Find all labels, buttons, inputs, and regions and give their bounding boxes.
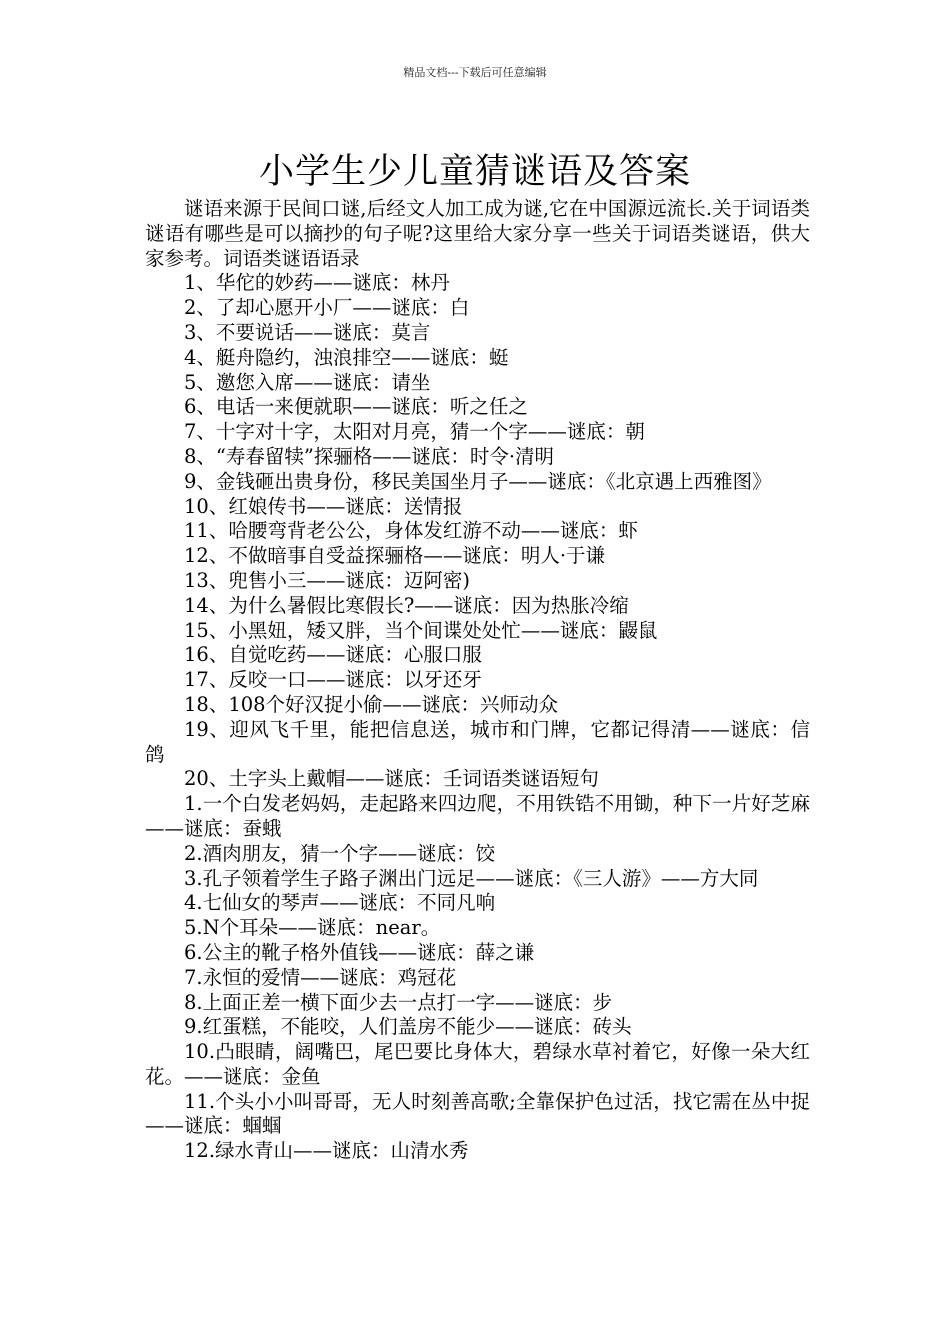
riddle-line: 10.凸眼睛，阔嘴巴，尾巴要比身体大，碧绿水草衬着它，好像一朵大红花。——谜底：金鱼: [145, 1040, 810, 1088]
riddle-line: 6、电话一来便就职——谜底：听之任之: [184, 395, 528, 419]
riddle-line: 20、土字头上戴帽——谜底：壬词语类谜语短句: [184, 767, 599, 791]
riddle-line: 2、了却心愿开小厂——谜底：白: [184, 296, 470, 320]
riddle-line: 1、华佗的妙药——谜底：林丹: [184, 271, 450, 295]
riddle-line: 7、十字对十字，太阳对月亮，猜一个字——谜底：朝: [184, 420, 645, 444]
riddle-line: 17、反咬一口——谜底：以牙还牙: [184, 668, 482, 692]
riddle-line: 19、迎风飞千里，能把信息送，城市和门牌，它都记得清——谜底：信鸽: [145, 717, 810, 766]
riddle-line: 13、兜售小三——谜底：迈阿密): [184, 568, 470, 592]
document-title: 小学生少儿童猜谜语及答案: [258, 152, 691, 193]
riddle-line: 3、不要说话——谜底：莫言: [184, 320, 431, 344]
riddle-line: 1.一个白发老妈妈，走起路来四边爬，不用铁锆不用锄，种下一片好芝麻——谜底：蚕蛾: [145, 792, 810, 840]
riddle-line: 10、红娘传书——谜底：送情报: [184, 494, 463, 518]
riddle-line: 14、为什么暑假比寒假长?——谜底：因为热胀冷缩: [184, 593, 629, 617]
riddle-line: 18、108个好汉捉小偷——谜底：兴师动众: [184, 692, 559, 716]
intro-paragraph: 谜语来源于民间口谜,后经文人加工成为谜,它在中国源远流长.关于词语类谜语有哪些是可以摘抄的句子呢?这里给大家分享一些关于词语类谜语，供大家参考。词语类谜语语录: [145, 197, 810, 270]
riddle-line: 5.N个耳朵——谜底：near。: [184, 916, 441, 940]
riddle-line: 4.七仙女的琴声——谜底：不同凡响: [184, 891, 496, 915]
riddle-line: 8.上面正差一横下面少去一点打一字——谜底：步: [184, 990, 613, 1014]
riddle-line: 4、艇舟隐约，浊浪排空——谜底：蜓: [184, 345, 509, 369]
riddle-line: 5、邀您入席——谜底：请坐: [184, 370, 431, 394]
riddle-line: 16、自觉吃药——谜底：心服口服: [184, 643, 482, 667]
riddle-line: 11.个头小小叫哥哥，无人时刻善高歌;全靠保护色过活，找它需在丛中捉——谜底：蝈蝈: [145, 1089, 810, 1138]
riddle-line: 6.公主的靴子格外值钱——谜底：薛之谦: [184, 940, 535, 964]
riddle-line: 8、“寿春留犊”探骊格——谜底：时令·清明: [184, 444, 555, 468]
header-note: 精品文档---下载后可任意编辑: [403, 66, 547, 79]
riddle-line: 3.孔子领着学生子路子渊出门远足——谜底：《三人游》——方大同: [184, 866, 759, 890]
riddle-line: 9.红蛋糕，不能咬，人们盖房不能少——谜底：砖头: [184, 1015, 632, 1039]
riddle-line: 9、金钱砸出贵身份，移民美国坐月子——谜底：《北京遇上西雅图》: [184, 469, 772, 493]
document-body: [145, 197, 810, 1164]
riddle-line: 12.绿水青山——谜底：山清水秀: [184, 1139, 469, 1163]
riddle-line: 7.永恒的爱情——谜底：鸡冠花: [184, 965, 457, 989]
riddle-line: 2.酒肉朋友，猜一个字——谜底：饺: [184, 841, 496, 865]
riddle-line: 12、不做暗事自受益探骊格——谜底：明人·于谦: [184, 544, 606, 568]
riddle-line: 11、哈腰弯背老公公，身体发红游不动——谜底：虾: [184, 519, 638, 543]
riddle-line: 15、小黑妞，矮又胖，当个间谍处处忙——谜底：鼹鼠: [184, 618, 658, 642]
